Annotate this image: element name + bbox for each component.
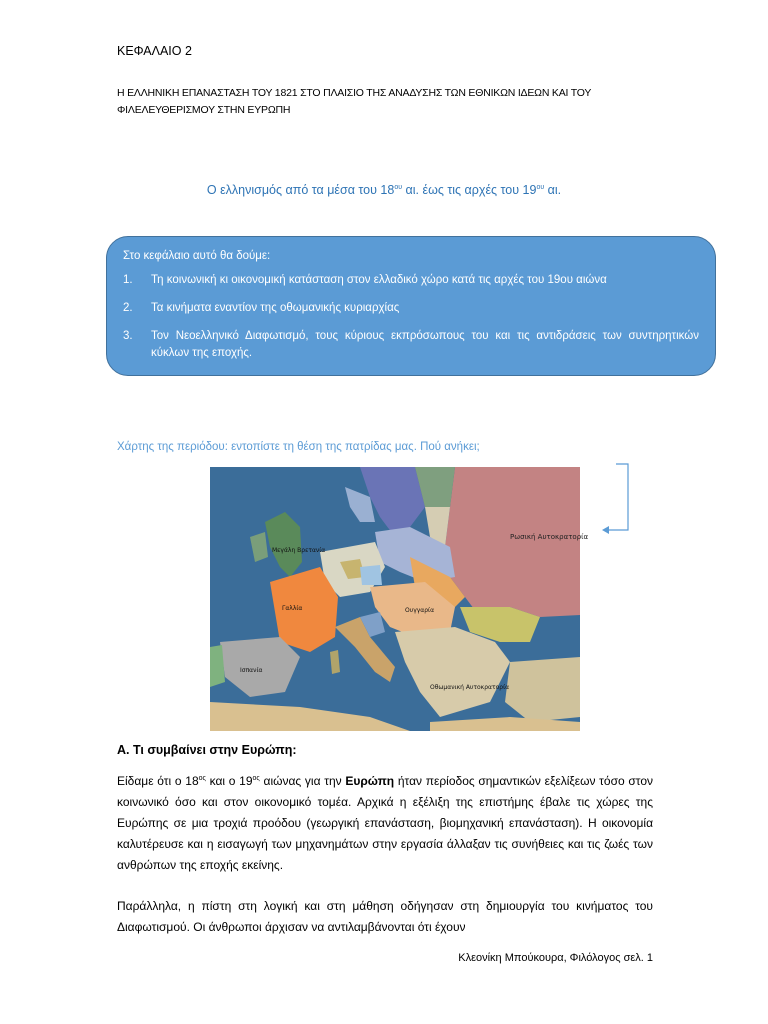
europe-map — [210, 467, 589, 731]
para1-text-3: αιώνας για την — [259, 774, 346, 788]
page-footer: Κλεονίκη Μπούκουρα, Φιλόλογος σελ. 1 — [458, 952, 653, 964]
goals-list — [123, 272, 699, 362]
list-item — [123, 328, 699, 362]
map-label-france: Γαλλία — [282, 605, 303, 612]
paragraph-2: Παράλληλα, η πίστη στη λογική και στη μάθηση οδήγησαν στη δημιουργία του κινήματος του Διαφωτισμού. Οι άνθρωποι άρχισαν να αντιλαμβάνονται ότι έχουν — [117, 899, 653, 934]
map-label-hungary: Ουγγαρία — [405, 607, 435, 614]
arrow-icon — [600, 462, 634, 534]
map-caption: Χάρτης της περιόδου: εντοπίστε τη θέση της πατρίδας μας. Πού ανήκει; — [117, 441, 480, 453]
para1-text-1: Είδαμε ότι ο 18 — [117, 774, 199, 788]
list-text: Τα κινήματα εναντίον της οθωμανικής κυριαρχίας — [151, 302, 400, 314]
chapter-goals-box — [106, 236, 716, 376]
subtitle-text-2: αι. έως τις αρχές του 19 — [402, 183, 537, 197]
subtitle-sup-2: ου — [536, 183, 545, 191]
para1-text-4: ήταν περίοδος σημαντικών εξελίξεων τόσο στον κοινωνικό όσο και στον οικονομικό τομέα. Αρχικά η εξέλιξη της επιστήμης έβαλε τις χώρες της Ευρώπης σε μια τροχιά προόδου (γεωργική επανάσταση, βιομηχανική επανάσταση). Η οικονομία καλυτέρευσε και η εισαγωγή των μηχανημάτων στην εργασία άλλαξαν τις συνήθειες και τις ζωές των ανθρώπων της εποχής εκείνης. — [117, 774, 654, 872]
section-a-heading: Α. Τι συμβαίνει στην Ευρώπη: — [117, 743, 297, 757]
para1-text-2: και ο 19 — [205, 774, 253, 788]
para1-sup-2: ος — [252, 775, 260, 782]
subtitle-sup-1: ου — [394, 183, 403, 191]
list-number: 1. — [123, 274, 133, 286]
list-item — [123, 272, 699, 289]
list-text: Τη κοινωνική κι οικονομική κατάσταση στον ελλαδικό χώρο κατά τις αρχές του 19ου αιώνα — [151, 274, 607, 286]
paragraph-1 — [117, 768, 653, 876]
list-text: Τον Νεοελληνικό Διαφωτισμό, τους κύριους εκπρόσωπους του και τις αντιδράσεις των συντηρητικών κύκλων της εποχής. — [151, 330, 699, 359]
map-label-ottoman: Οθωμανική Αυτοκρατορία — [430, 684, 510, 691]
chapter-heading: Η ΕΛΛΗΝΙΚΗ ΕΠΑΝΑΣΤΑΣΗ ΤΟΥ 1821 ΣΤΟ ΠΛΑΙΣΙΟ ΤΗΣ ΑΝΑΔΥΣΗΣ ΤΩΝ ΕΘΝΙΚΩΝ ΙΔΕΩΝ ΚΑΙ ΤΟΥ ΦΙΛΕΛΕΥΘΕΡΙΣΜΟΥ ΣΤΗΝ ΕΥΡΩΠΗ — [117, 87, 592, 116]
list-number: 3. — [123, 330, 133, 342]
subtitle-text-3: αι. — [544, 183, 562, 197]
para1-sup-1: ος — [198, 775, 206, 782]
list-item — [123, 300, 699, 317]
map-label-britain: Μεγάλη Βρετανία — [272, 547, 326, 554]
section-subtitle — [0, 183, 768, 197]
subtitle-text-1: Ο ελληνισμός από τα μέσα του 18 — [206, 183, 395, 197]
map-label-spain: Ισπανία — [240, 667, 263, 674]
list-number: 2. — [123, 302, 133, 314]
goals-intro: Στο κεφάλαιο αυτό θα δούμε: — [123, 250, 271, 262]
para1-bold-europe: Ευρώπη — [345, 774, 395, 788]
map-label-russia: Ρωσική Αυτοκρατορία — [510, 533, 589, 541]
chapter-label: ΚΕΦΑΛΑΙΟ 2 — [117, 44, 192, 58]
